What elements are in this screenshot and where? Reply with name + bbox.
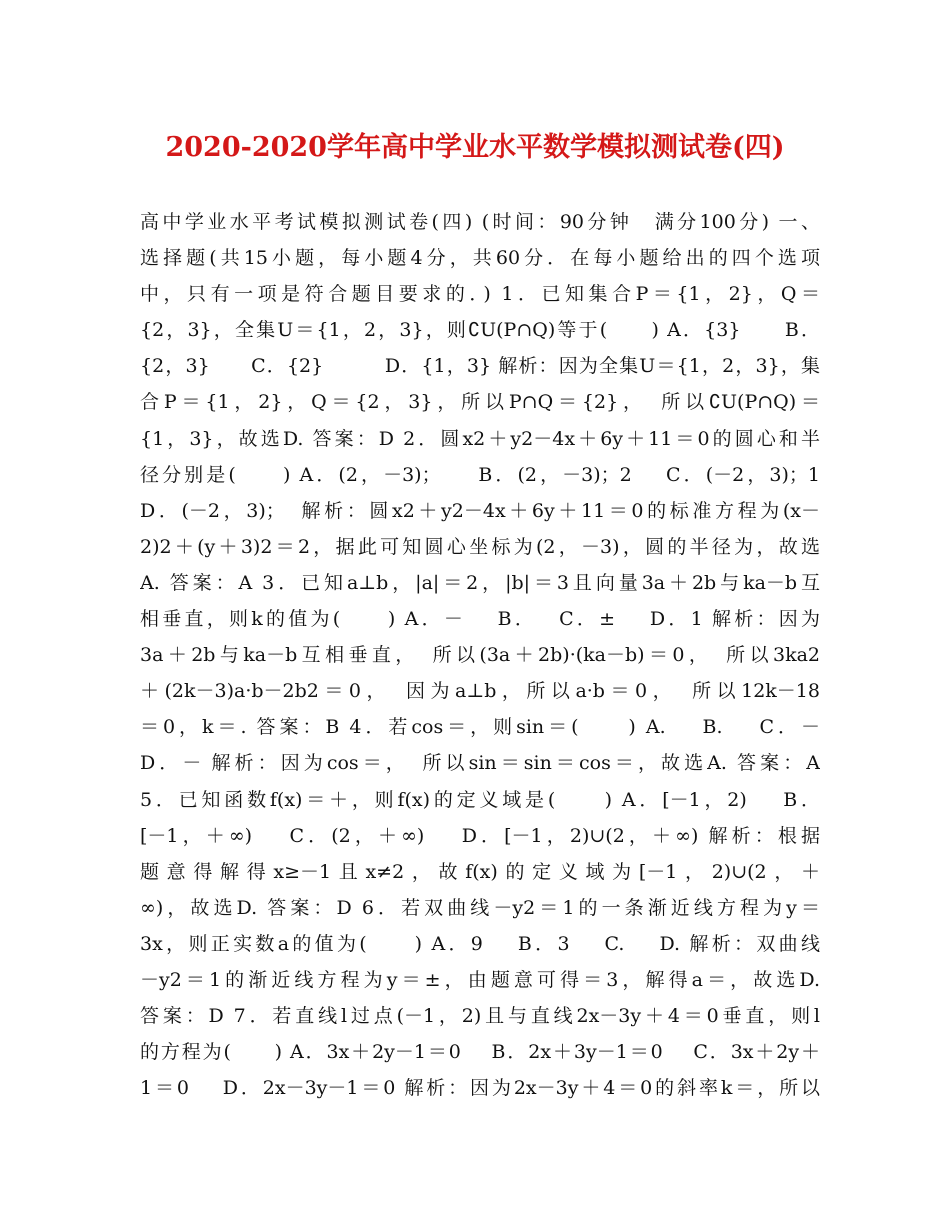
text-line: D．(－2，3)； 解析：圆x2＋y2－4x＋6y＋11＝0的标准方程为(x－ (140, 499, 820, 522)
text-line: 的方程为( ) A．3x＋2y－1＝0 B．2x＋3y－1＝0 C．3x＋2y＋ (140, 1041, 820, 1064)
text-line: 题意得解得x≥－1且x≠2，故f(x)的定义域为[－1，2)∪(2，＋ (140, 860, 820, 883)
text-line: 3a＋2b与ka－b互相垂直， 所以(3a＋2b)·(ka－b)＝0， 所以3ka2 (140, 644, 820, 667)
text-line: 答案：D 7．若直线l过点(－1，2)且与直线2x－3y＋4＝0垂直，则l (140, 1005, 820, 1028)
text-line: 高中学业水平考试模拟测试卷(四) (时间：90分钟 满分100分) 一、 (140, 211, 820, 233)
text-line: A. 答案：A 3．已知a⊥b，|a|＝2，|b|＝3且向量3a＋2b与ka－b互 (140, 571, 820, 594)
text-line: ＋(2k－3)a·b－2b2＝0， 因为a⊥b，所以a·b＝0， 所以12k－18 (140, 680, 820, 703)
text-line: ＝0，k＝. 答案：B 4．若cos＝，则sin＝( ) A. B. C．－ (140, 716, 820, 739)
document-body (140, 204, 820, 1106)
text-line: 合P＝{1，2}，Q＝{2，3}，所以P∩Q＝{2}， 所以∁U(P∩Q)＝ (140, 391, 820, 414)
text-line: 相垂直，则k的值为( ) A．－ B． C．± D．1 解析：因为 (140, 608, 820, 631)
text-line: [－1，＋∞) C．(2，＋∞) D．[－1，2)∪(2，＋∞) 解析：根据 (140, 824, 820, 847)
text-line: {2，3} C．{2} D．{1，3} 解析：因为全集U＝{1，2，3}，集 (140, 355, 820, 378)
text-line: 3x，则正实数a的值为( ) A．9 B．3 C. D. 解析：双曲线 (140, 932, 820, 955)
text-line: 径分别是( ) A．(2，－3)； B．(2，－3)；2 C．(－2，3)；1 (140, 463, 820, 486)
text-line: 1＝0 D．2x－3y－1＝0 解析：因为2x－3y＋4＝0的斜率k＝，所以 (140, 1077, 820, 1100)
text-line: 5．已知函数f(x)＝＋，则f(x)的定义域是( ) A．[－1，2) B． (140, 788, 820, 811)
text-line: ∞)，故选D. 答案：D 6．若双曲线－y2＝1的一条渐近线方程为y＝ (140, 896, 820, 919)
text-line: 中，只有一项是符合题目要求的．) 1．已知集合P＝{1，2}，Q＝ (140, 283, 820, 306)
document-title: 2020-2020学年高中学业水平数学模拟测试卷(四) (165, 132, 785, 163)
text-line: 2)2＋(y＋3)2＝2，据此可知圆心坐标为(2，－3)，圆的半径为，故选 (140, 535, 820, 558)
text-line: {2，3}，全集U＝{1，2，3}，则∁U(P∩Q)等于( ) A．{3} B． (140, 319, 820, 342)
text-line: {1，3}，故选D. 答案：D 2．圆x2＋y2－4x＋6y＋11＝0的圆心和半 (140, 427, 820, 450)
text-line: －y2＝1的渐近线方程为y＝±，由题意可得＝3，解得a＝，故选D. (140, 968, 820, 991)
text-line: D．－ 解析：因为cos＝， 所以sin＝sin＝cos＝，故选A. 答案：A (140, 752, 820, 775)
text-line: 选择题(共15小题，每小题4分，共60分．在每小题给出的四个选项 (140, 247, 820, 270)
